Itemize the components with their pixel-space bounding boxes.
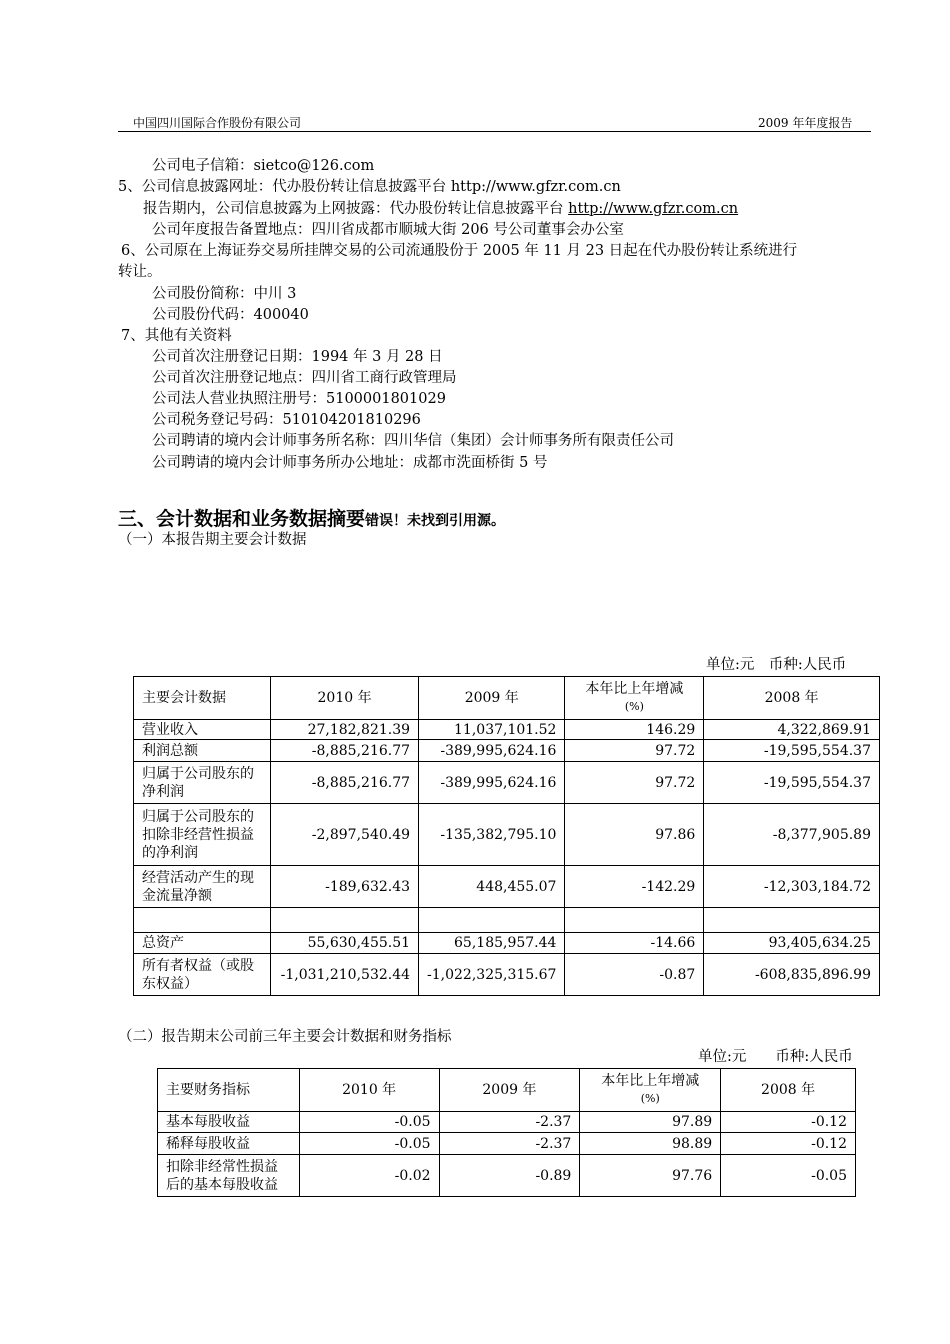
table2-header-row — [158, 1069, 856, 1112]
cell-value: -0.89 — [439, 1155, 580, 1197]
cell-value: -19,595,554.37 — [704, 762, 880, 804]
table-row — [134, 954, 880, 996]
table-row — [134, 804, 880, 866]
table1-header: 主要会计数据 — [134, 677, 271, 720]
cell-value: 97.76 — [580, 1155, 721, 1197]
table-row — [134, 933, 880, 954]
cell-value: -0.05 — [721, 1155, 856, 1197]
table2-header: 2009 年 — [439, 1069, 580, 1112]
cell-value: -2.37 — [439, 1133, 580, 1155]
tax-line: 公司税务登记号码：510104201810296 — [152, 412, 421, 428]
table-row — [134, 740, 880, 762]
table1-header-change: 本年比上年增减 — [585, 681, 684, 697]
table1-header: 2010 年 — [271, 677, 419, 720]
table-financial-indicators — [157, 1068, 856, 1197]
empty-cell — [271, 908, 419, 933]
cell-value: 4,322,869.91 — [704, 720, 880, 740]
cell-value: -0.05 — [299, 1133, 439, 1155]
empty-cell — [565, 908, 704, 933]
header-rule — [118, 131, 871, 132]
table-row — [158, 1112, 856, 1133]
cell-value: 11,037,101.52 — [419, 720, 565, 740]
row-label: 稀释每股收益 — [158, 1133, 300, 1155]
cell-value: 97.89 — [580, 1112, 721, 1133]
cell-value: -2,897,540.49 — [271, 804, 419, 866]
subsection-2-title: （二）报告期末公司前三年主要会计数据和财务指标 — [118, 1029, 452, 1045]
table-row — [158, 1155, 856, 1197]
cell-value: 448,455.07 — [419, 866, 565, 908]
cell-value: -8,377,905.89 — [704, 804, 880, 866]
row-label: 利润总额 — [134, 740, 271, 762]
table-row-empty — [134, 908, 880, 933]
cpa-address-line: 公司聘请的境内会计师事务所办公地址：成都市洗面桥街 5 号 — [152, 455, 548, 471]
cell-value: -8,885,216.77 — [271, 762, 419, 804]
listing-line-cont: 转让。 — [118, 264, 162, 280]
table-accounting-data — [133, 676, 880, 996]
table2-header: 2008 年 — [721, 1069, 856, 1112]
empty-cell — [134, 908, 271, 933]
cell-value: 97.86 — [565, 804, 704, 866]
cell-value: -1,022,325,315.67 — [419, 954, 565, 996]
empty-cell — [419, 908, 565, 933]
cell-value: -0.12 — [721, 1112, 856, 1133]
subsection-1-title: （一）本报告期主要会计数据 — [118, 532, 307, 548]
disclosure-method-line — [143, 199, 738, 219]
cell-value: -14.66 — [565, 933, 704, 954]
cell-value: 27,182,821.39 — [271, 720, 419, 740]
section-title — [118, 504, 505, 531]
table-row — [134, 866, 880, 908]
row-label: 基本每股收益 — [158, 1112, 300, 1133]
cell-value: -0.02 — [299, 1155, 439, 1197]
table2-header: 主要财务指标 — [158, 1069, 300, 1112]
row-label: 扣除非经常性损益后的基本每股收益 — [158, 1155, 300, 1197]
cell-value: -608,835,896.99 — [704, 954, 880, 996]
section-error-text: 错误！未找到引用源。 — [365, 513, 506, 529]
row-label: 营业收入 — [134, 720, 271, 740]
table1-header — [565, 677, 704, 720]
cell-value: -135,382,795.10 — [419, 804, 565, 866]
reg-place-line: 公司首次注册登记地点：四川省工商行政管理局 — [152, 370, 457, 386]
header-company: 中国四川国际合作股份有限公司 — [133, 116, 302, 130]
cell-value: -142.29 — [565, 866, 704, 908]
table2-header — [580, 1069, 721, 1112]
cell-value: -2.37 — [439, 1112, 580, 1133]
cell-value: -0.05 — [299, 1112, 439, 1133]
section-title-text: 三、会计数据和业务数据摘要 — [118, 508, 366, 530]
other-info-heading: 7、其他有关资料 — [121, 328, 232, 344]
row-label: 经营活动产生的现金流量净额 — [134, 866, 271, 908]
table1-unit: 单位:元 币种:人民币 — [706, 657, 847, 673]
license-line: 公司法人营业执照注册号：5100001801029 — [152, 391, 446, 407]
cell-value: -1,031,210,532.44 — [271, 954, 419, 996]
table2-header: 2010 年 — [299, 1069, 439, 1112]
email-line: 公司电子信箱：sietco@126.com — [152, 158, 375, 174]
cell-value: -389,995,624.16 — [419, 762, 565, 804]
cell-value: -12,303,184.72 — [704, 866, 880, 908]
disclosure-link[interactable]: http://www.gfzr.com.cn — [568, 201, 739, 217]
table-row — [158, 1133, 856, 1155]
header-report: 2009 年年度报告 — [758, 116, 853, 130]
cpa-name-line: 公司聘请的境内会计师事务所名称：四川华信（集团）会计师事务所有限责任公司 — [152, 433, 674, 449]
cell-value: -0.87 — [565, 954, 704, 996]
empty-cell — [704, 908, 880, 933]
cell-value: -389,995,624.16 — [419, 740, 565, 762]
cell-value: -0.12 — [721, 1133, 856, 1155]
cell-value: -19,595,554.37 — [704, 740, 880, 762]
row-label: 归属于公司股东的扣除非经营性损益的净利润 — [134, 804, 271, 866]
row-label: 归属于公司股东的净利润 — [134, 762, 271, 804]
cell-value: 97.72 — [565, 762, 704, 804]
table1-header-row — [134, 677, 880, 720]
short-name-line: 公司股份简称：中川 3 — [152, 286, 297, 302]
cell-value: -8,885,216.77 — [271, 740, 419, 762]
row-label: 总资产 — [134, 933, 271, 954]
disclosure-site-line: 5、公司信息披露网址：代办股份转让信息披露平台 http://www.gfzr.com.cn — [118, 179, 621, 195]
cell-value: 97.72 — [565, 740, 704, 762]
cell-value: 55,630,455.51 — [271, 933, 419, 954]
table2-header-pct: (%) — [640, 1092, 660, 1105]
reg-date-line: 公司首次注册登记日期：1994 年 3 月 28 日 — [152, 349, 443, 365]
cell-value: 98.89 — [580, 1133, 721, 1155]
cell-value: 146.29 — [565, 720, 704, 740]
table-row — [134, 720, 880, 740]
cell-value: 93,405,634.25 — [704, 933, 880, 954]
table2-header-change: 本年比上年增减 — [601, 1073, 700, 1089]
listing-line: 6、公司原在上海证券交易所挂牌交易的公司流通股份于 2005 年 11 月 23 日起在代办股份转让系统进行 — [121, 243, 798, 259]
report-location-line: 公司年度报告备置地点：四川省成都市顺城大街 206 号公司董事会办公室 — [152, 222, 624, 238]
table1-header: 2009 年 — [419, 677, 565, 720]
disclosure-method-text: 报告期内，公司信息披露为上网披露：代办股份转让信息披露平台 — [143, 201, 569, 217]
table1-header: 2008 年 — [704, 677, 880, 720]
cell-value: 65,185,957.44 — [419, 933, 565, 954]
table-row — [134, 762, 880, 804]
table2-unit: 单位:元 币种:人民币 — [698, 1049, 853, 1065]
stock-code-line: 公司股份代码：400040 — [152, 307, 309, 323]
cell-value: -189,632.43 — [271, 866, 419, 908]
table1-header-pct: (%) — [624, 700, 644, 713]
row-label: 所有者权益（或股东权益） — [134, 954, 271, 996]
